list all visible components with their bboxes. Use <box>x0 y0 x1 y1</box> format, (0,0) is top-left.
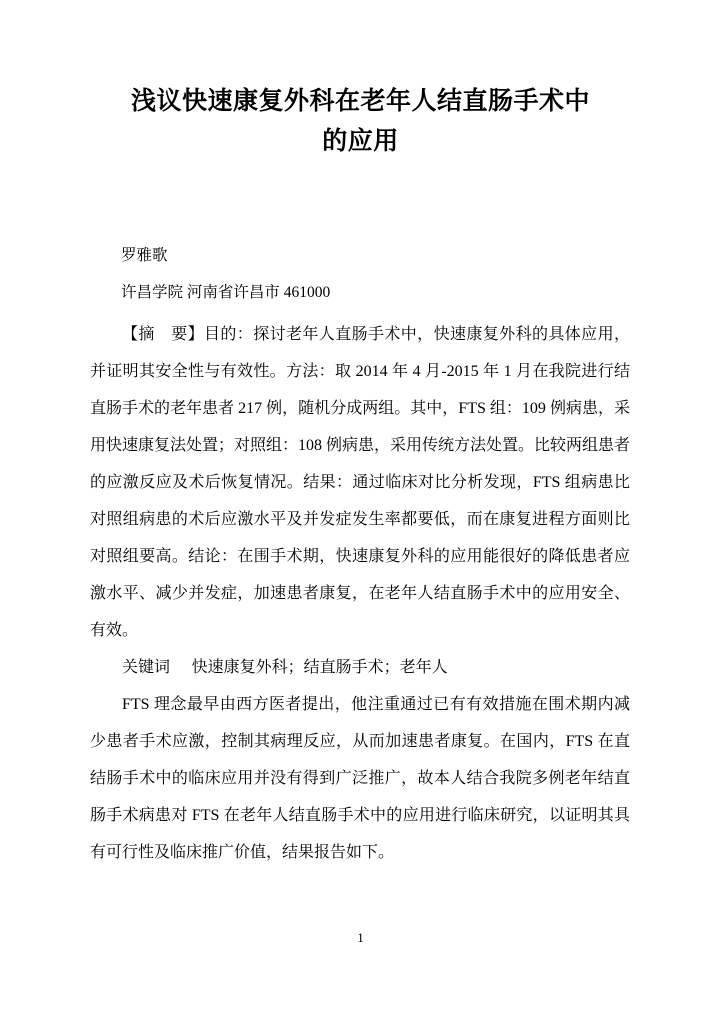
author-block <box>90 237 630 311</box>
page-number: 1 <box>357 930 364 945</box>
introduction-paragraph: FTS 理念最早由西方医者提出，他注重通过已有有效措施在围术期内减少患者手术应激，控制其病理反应，从而加速患者康复。在国内，FTS 在直结肠手术中的临床应用并没有得到广泛推广，故本人结合我院多例老年结直肠手术病患对 FTS 在老年人结直肠手术中的应用进行临床研究，以证明其具有可行性及临床推广价值，结果报告如下。 <box>90 696 630 861</box>
abstract-label: 【摘 要】 <box>122 326 204 343</box>
document-body <box>90 316 630 871</box>
abstract-text: 目的：探讨老年人直肠手术中，快速康复外科的具体应用，并证明其安全性与有效性。方法：取 2014 年 4 月-2015 年 1 月在我院进行结直肠手术的老年患者 217 例，随机分成两组。其中，FTS 组：109 例病患，采用快速康复法处置；对照组：108 例病患，采用传统方法处置。比较两组患者的应激反应及术后恢复情况。结果：通过临床对比分析发现，FTS 组病患比对照组病患的术后应激水平及并发症发生率都要低，而在康复进程方面则比对照组要高。结论：在围手术期，快速康复外科的应用能很好的降低患者应激水平、减少并发症，加速患者康复，在老年人结直肠手术中的应用安全、有效。 <box>90 326 631 639</box>
keywords-paragraph <box>90 649 630 686</box>
keywords-value: 快速康复外科；结直肠手术；老年人 <box>191 659 448 676</box>
author-affiliation: 许昌学院 河南省许昌市 461000 <box>121 284 331 301</box>
keywords-label: 关键词 <box>122 659 171 676</box>
abstract-paragraph <box>90 316 630 649</box>
page-title <box>95 82 626 162</box>
author-name: 罗雅歌 <box>121 247 168 264</box>
title-line-2: 的应用 <box>322 128 399 155</box>
title-line-1: 浅议快速康复外科在老年人结直肠手术中 <box>130 88 590 115</box>
